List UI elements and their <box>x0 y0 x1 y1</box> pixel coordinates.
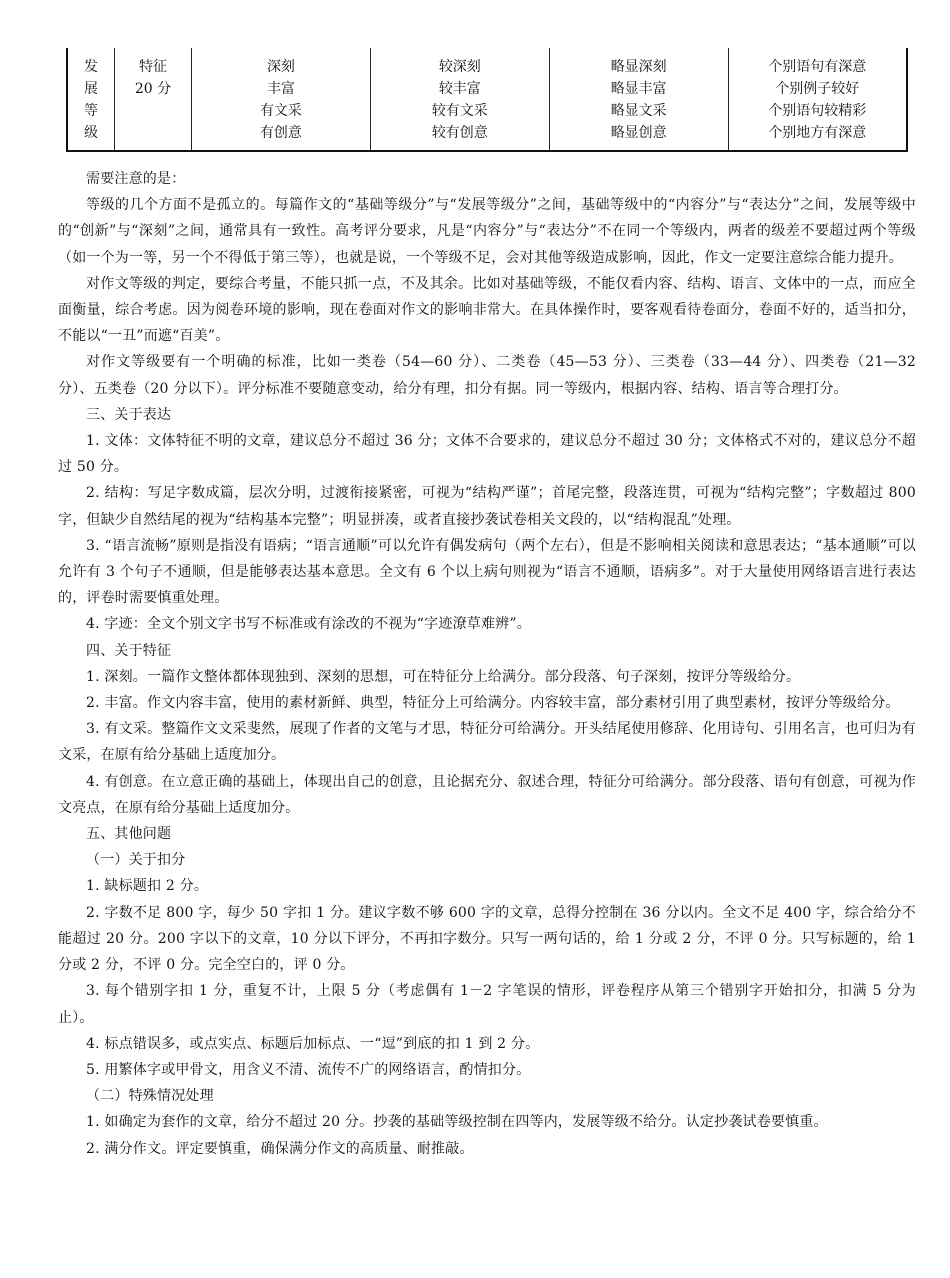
dimension-char: 等 <box>84 103 98 119</box>
paragraph: 3. 每个错别字扣 1 分，重复不计，上限 5 分（考虑偶有 1－2 字笔误的情形，评卷程序从第三个错别字开始扣分，扣满 5 分为止）。 <box>58 983 916 1026</box>
paragraph: 2. 字数不足 800 字，每少 50 字扣 1 分。建议字数不够 600 字的文章，总得分控制在 36 分以内。全文不足 400 字，综合给分不能超过 20 分。200 字以下的文章，10 分以下评分，不再扣字数分。只写一两句话的，给 1 分或 2 分，不评 0 分。只写标题的，给 1 分或 2 分，不评 0 分。完全空白的，评 0 分。 <box>58 904 916 974</box>
cell-line: 个别语句有深意 <box>768 59 867 75</box>
paragraph: 4. 字迹：全文个别文字书写不标准或有涂改的不视为“字迹潦草难辨”。 <box>86 616 531 633</box>
cell-line: 有文采 <box>259 103 302 119</box>
cell-line: 丰富 <box>266 81 295 97</box>
cell-line: 个别例子较好 <box>775 81 860 97</box>
paragraph: 1. 缺标题扣 2 分。 <box>86 878 209 895</box>
paragraph: 2. 结构：写足字数成篇，层次分明，过渡衔接紧密，可视为“结构严谨”；首尾完整，段落连贯，可视为“结构完整”；字数超过 800 字，但缺少自然结尾的视为“结构基本完整”；明显拼凑，或者直接抄袭试卷相关文段的，以“结构混乱”处理。 <box>58 485 916 528</box>
cell-line: 有创意 <box>259 125 302 141</box>
cell-line: 略显创意 <box>610 125 667 141</box>
dimension-char: 发 <box>84 59 98 75</box>
item-cell <box>115 48 192 151</box>
grading-table <box>66 48 908 152</box>
paragraph: 3. “语言流畅”原则是指没有语病；“语言通顺”可以允许有偶发病句（两个左右），但是不影响相关阅读和意思表达；“基本通顺”可以允许有 3 个句子不通顺，但是能够表达基本意思。全文有 6 个以上病句则视为“语言不通顺，语病多”。对于大量使用网络语言进行表达的，评卷时需要慎重处理。 <box>58 537 916 607</box>
level-3-cell <box>549 48 728 151</box>
section-heading: 四、关于特征 <box>86 642 172 659</box>
cell-line: 个别地方有深意 <box>768 125 867 141</box>
dimension-cell <box>67 48 115 151</box>
paragraph: 1. 深刻。一篇作文整体都体现独到、深刻的思想，可在特征分上给满分。部分段落、句子深刻，按评分等级给分。 <box>86 668 801 685</box>
subsection-heading: （二）特殊情况处理 <box>86 1088 214 1105</box>
cell-line: 较丰富 <box>438 81 481 97</box>
paragraph: 1. 文体：文体特征不明的文章，建议总分不超过 36 分；文体不合要求的，建议总分不超过 30 分；文体格式不对的，建议总分不超过 50 分。 <box>58 433 916 476</box>
section-heading: 三、关于表达 <box>86 406 172 423</box>
subsection-heading: （一）关于扣分 <box>86 852 186 869</box>
paragraph: 4. 标点错误多，或点实点、标题后加标点、一“逗”到底的扣 1 到 2 分。 <box>86 1035 540 1052</box>
cell-line: 深刻 <box>266 59 295 75</box>
paragraph: 对作文等级要有一个明确的标准，比如一类卷（54—60 分）、二类卷（45—53 分）、三类卷（33—44 分）、四类卷（21—32 分）、五类卷（20 分以下）。评分标准不要随意变动，给分有理，扣分有据。同一等级内，根据内容、结构、语言等合理打分。 <box>58 354 916 397</box>
paragraph: 等级的几个方面不是孤立的。每篇作文的“基础等级分”与“发展等级分”之间，基础等级中的“内容分”与“表达分”之间，发展等级中的“创新”与“深刻”之间，通常具有一致性。高考评分要求，凡是“内容分”与“表达分”不在同一个等级内，两者的级差不要超过两个等级（如一个为一等，另一个不得低于第三等），也就是说，一个等级不足，会对其他等级造成影响，因此，作文一定要注意综合能力提升。 <box>58 197 916 266</box>
cell-line: 较深刻 <box>438 59 481 75</box>
paragraph: 3. 有文采。整篇作文文采斐然，展现了作者的文笔与才思，特征分可给满分。开头结尾使用修辞、化用诗句、引用名言，也可归为有文采，在原有给分基础上适度加分。 <box>58 721 916 764</box>
dimension-char: 级 <box>84 125 98 141</box>
cell-line: 略显深刻 <box>610 59 667 75</box>
section-heading: 五、其他问题 <box>86 826 172 843</box>
cell-line: 个别语句较精彩 <box>768 103 867 119</box>
level-1-cell <box>192 48 371 151</box>
table-row <box>67 48 907 151</box>
paragraph: 1. 如确定为套作的文章，给分不超过 20 分。抄袭的基础等级控制在四等内，发展等级不给分。认定抄袭试卷要慎重。 <box>86 1114 828 1131</box>
paragraph: 5. 用繁体字或甲骨文，用含义不清、流传不广的网络语言，酌情扣分。 <box>86 1061 531 1078</box>
paragraph: 对作文等级的判定，要综合考量，不能只抓一点，不及其余。比如对基础等级，不能仅看内容、结构、语言、文体中的一点，而应全面衡量，综合考虑。因为阅卷环境的影响，现在卷面对作文的影响非常大。在具体操作时，要客观看待卷面分，卷面不好的，适当扣分，不能以“一丑”而遮“百美”。 <box>58 275 916 345</box>
cell-line: 略显丰富 <box>610 81 667 97</box>
body-text <box>58 166 916 1162</box>
cell-line: 较有文采 <box>431 103 488 119</box>
paragraph: 需要注意的是： <box>86 171 186 187</box>
paragraph: 4. 有创意。在立意正确的基础上，体现出自己的创意，且论据充分、叙述合理，特征分可给满分。部分段落、语句有创意，可视为作文亮点，在原有给分基础上适度加分。 <box>58 773 916 816</box>
cell-line: 略显文采 <box>610 103 667 119</box>
paragraph: 2. 丰富。作文内容丰富，使用的素材新鲜、典型，特征分上可给满分。内容较丰富，部分素材引用了典型素材，按评分等级给分。 <box>86 695 900 712</box>
cell-line: 较有创意 <box>431 125 488 141</box>
level-2-cell <box>370 48 549 151</box>
item-name: 特征 <box>139 59 167 75</box>
paragraph: 2. 满分作文。评定要慎重，确保满分作文的高质量、耐推敲。 <box>86 1140 474 1157</box>
dimension-char: 展 <box>84 81 98 97</box>
level-4-cell <box>728 48 907 151</box>
item-score: 20 分 <box>134 81 172 97</box>
